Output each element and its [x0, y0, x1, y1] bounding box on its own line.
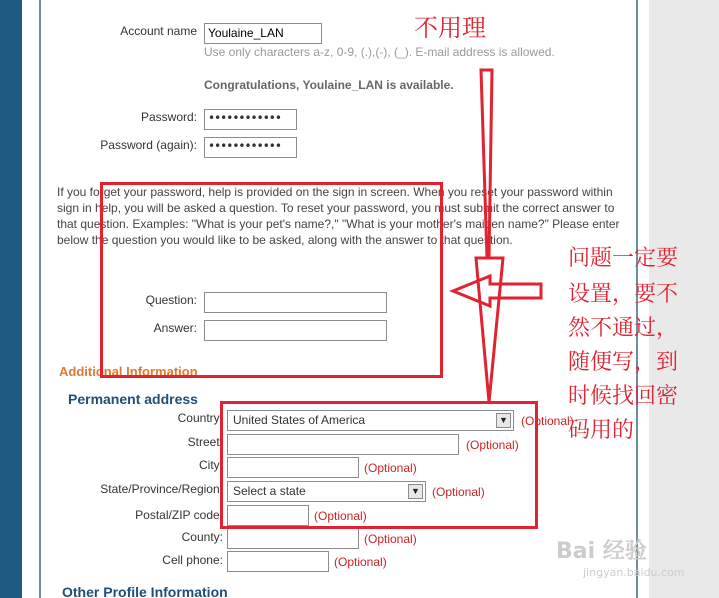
country-selected-value: United States of America [233, 413, 366, 427]
question-label: Question: [145, 293, 197, 307]
cell-phone-optional-tag: (Optional) [334, 555, 387, 569]
street-optional-tag: (Optional) [466, 438, 519, 452]
chevron-down-icon[interactable]: ▼ [496, 413, 511, 428]
left-arrow-shape [453, 276, 541, 306]
availability-message: Congratulations, Youlaine_LAN is available. [204, 78, 454, 92]
note-line-3: 然不通过， [568, 316, 679, 341]
security-question-instructions: If you forget your password, help is provided on the sign in screen. When you reset your password within sign in help, you will be asked a question. To reset your password, you must submit the correct answer to that question. Examples: "What is your pet's name?," "What is your mother's maiden name?" Please enter below the question you would like to be asked, along with the answer to that question. [57, 185, 620, 247]
password-label: Password: [140, 110, 197, 124]
down-arrow-shape [476, 70, 503, 402]
zip-optional-tag: (Optional) [314, 509, 367, 523]
ignore-annotation: 不用理 [414, 14, 486, 42]
answer-label: Answer: [153, 321, 197, 335]
password-input[interactable]: •••••••••••• [204, 109, 297, 130]
city-optional-tag: (Optional) [364, 461, 417, 475]
account-name-input[interactable]: Youlaine_LAN [204, 23, 322, 44]
country-label: Country: [177, 411, 223, 425]
note-line-2: 设置，要不 [568, 282, 679, 307]
note-line-4: 随便写，到 [568, 350, 679, 375]
watermark-url: jingyan.baidu.com [583, 566, 685, 579]
note-line-1: 问题一定要 [568, 246, 679, 271]
note-line-5: 时候找回密 [568, 384, 679, 409]
account-name-hint: Use only characters a-z, 0-9, (.),(-), (_). E-mail address is allowed. [204, 45, 555, 59]
additional-information-heading: Additional Information [59, 364, 198, 379]
state-selected-value: Select a state [233, 484, 306, 498]
permanent-address-heading: Permanent address [68, 391, 198, 407]
note-line-6: 码用的 [568, 418, 635, 443]
state-optional-tag: (Optional) [432, 485, 485, 499]
chevron-down-icon[interactable]: ▼ [408, 484, 423, 499]
password-again-input[interactable]: •••••••••••• [204, 137, 297, 158]
baidu-jingyan-logo: Bai 经验 [556, 539, 647, 564]
country-optional-tag: (Optional) [521, 414, 574, 428]
street-label: Street: [187, 435, 223, 449]
other-profile-heading: Other Profile Information [62, 584, 228, 598]
state-label: State/Province/Region: [100, 482, 223, 496]
password-again-label: Password (again): [100, 138, 197, 152]
cell-phone-label: Cell phone: [162, 553, 223, 567]
city-label: City: [199, 458, 223, 472]
county-label: County: [181, 530, 223, 544]
county-optional-tag: (Optional) [364, 532, 417, 546]
zip-label: Postal/ZIP code: [135, 508, 223, 522]
account-name-label: Account name [120, 24, 197, 38]
